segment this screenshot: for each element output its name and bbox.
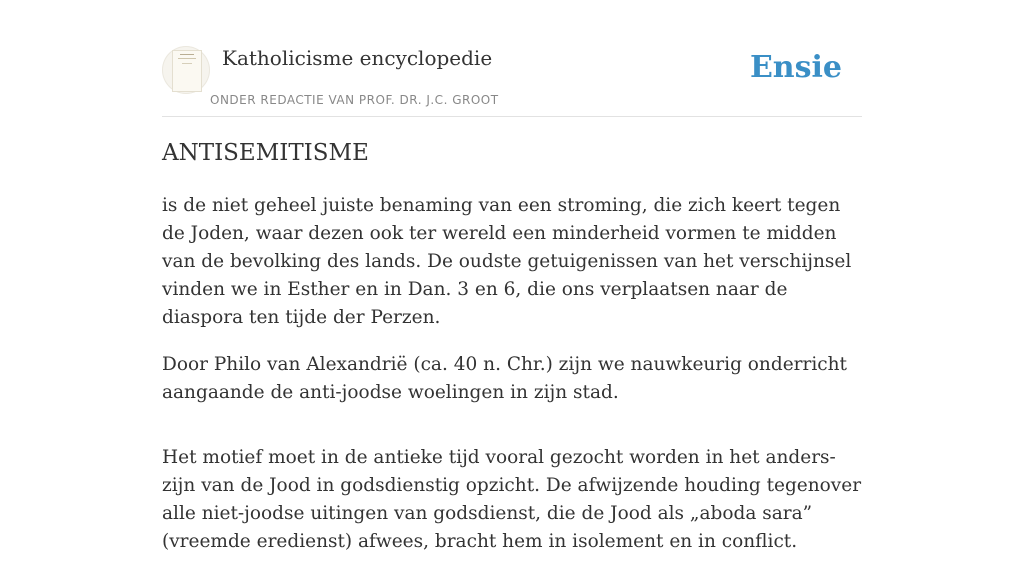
content-container [162, 0, 862, 552]
article-body [162, 192, 867, 575]
article-paragraph: is de niet geheel juiste benaming van een stroming, die zich keert tegen de Joden, waar dezen ook ter wereld een minderheid vormen te midden van de bevolking des lands. De oudste getuigenissen van het verschijnsel vinden we in Esther en in Dan. 3 en 6, die ons verplaatsen naar de diaspora ten tijde der Perzen. [162, 195, 852, 328]
ensie-logo-link[interactable]: Ensie [749, 50, 842, 85]
book-cover-icon [172, 50, 202, 92]
encyclopedia-cover-avatar[interactable] [162, 46, 210, 94]
article-title: ANTISEMITISME [162, 140, 369, 166]
site-title[interactable]: Katholicisme encyclopedie [222, 46, 493, 70]
article-paragraph: Het motief moet in de antieke tijd vooral gezocht worden in het anders-zijn van de Jood in godsdienstig opzicht. De afwijzende houding tegenover alle niet-joodse uitingen van godsdienst, die de Jood als „aboda sara” (vreemde eredienst) afwees, bracht hem in isolement en in conflict. [162, 447, 862, 552]
site-header [162, 0, 862, 117]
article-paragraph: Door Philo van Alexandrië (ca. 40 n. Chr.) zijn we nauwkeurig onderricht aangaande de anti-joodse woelingen in zijn stad. [162, 354, 847, 403]
site-subtitle: ONDER REDACTIE VAN PROF. DR. J.C. GROOT [210, 93, 499, 107]
